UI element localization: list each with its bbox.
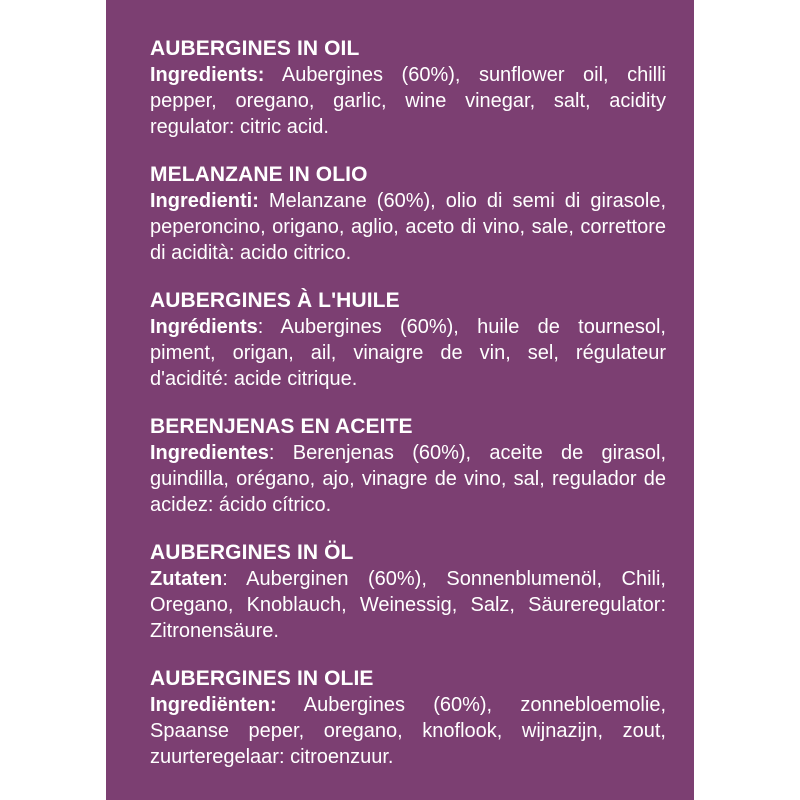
ingredients-list: : Auberginen (60%), Sonnenblumenöl, Chili, Oregano, Knoblauch, Weinessig, Salz, Säureregulator: Zitronensäure. <box>150 568 666 642</box>
ingredients-list: Aubergines (60%), sunflower oil, chilli pepper, oregano, garlic, wine vinegar, salt, acidity regulator: citric acid. <box>150 64 666 138</box>
ingredients-lead: Zutaten <box>150 568 223 590</box>
section-french <box>150 288 666 392</box>
ingredients-text <box>150 314 666 392</box>
ingredients-list: : Aubergines (60%), huile de tournesol, piment, origan, ail, vinaigre de vin, sel, régulateur d'acidité: acide citrique. <box>150 316 666 390</box>
ingredients-lead: Ingrediënten: <box>150 694 277 716</box>
section-german <box>150 540 666 644</box>
section-title: AUBERGINES IN ÖL <box>150 541 354 564</box>
ingredients-lead: Ingredients: <box>150 64 265 86</box>
section-spanish <box>150 414 666 518</box>
ingredients-text <box>150 692 666 770</box>
section-title: BERENJENAS EN ACEITE <box>150 415 413 438</box>
ingredients-text <box>150 440 666 518</box>
section-dutch <box>150 666 666 770</box>
ingredients-lead: Ingredienti: <box>150 190 259 212</box>
ingredients-list: : Berenjenas (60%), aceite de girasol, guindilla, orégano, ajo, vinagre de vino, sal, regulador de acidez: ácido cítrico. <box>150 442 666 516</box>
ingredients-text <box>150 62 666 140</box>
section-title: AUBERGINES À L'HUILE <box>150 289 400 312</box>
ingredients-list: Melanzane (60%), olio di semi di girasole, peperoncino, origano, aglio, aceto di vino, sale, correttore di acidità: acido citrico. <box>150 190 666 264</box>
ingredients-text <box>150 566 666 644</box>
ingredients-list: Aubergines (60%), zonnebloemolie, Spaanse peper, oregano, knoflook, wijnazijn, zout, zuurteregelaar: citroenzuur. <box>150 694 666 768</box>
ingredients-text <box>150 188 666 266</box>
section-title: AUBERGINES IN OLIE <box>150 667 374 690</box>
section-italian <box>150 162 666 266</box>
ingredients-label-panel <box>106 0 694 800</box>
ingredients-lead: Ingredientes <box>150 442 269 464</box>
ingredients-lead: Ingrédients <box>150 316 258 338</box>
section-title: AUBERGINES IN OIL <box>150 37 360 60</box>
section-title: MELANZANE IN OLIO <box>150 163 368 186</box>
section-english <box>150 36 666 140</box>
